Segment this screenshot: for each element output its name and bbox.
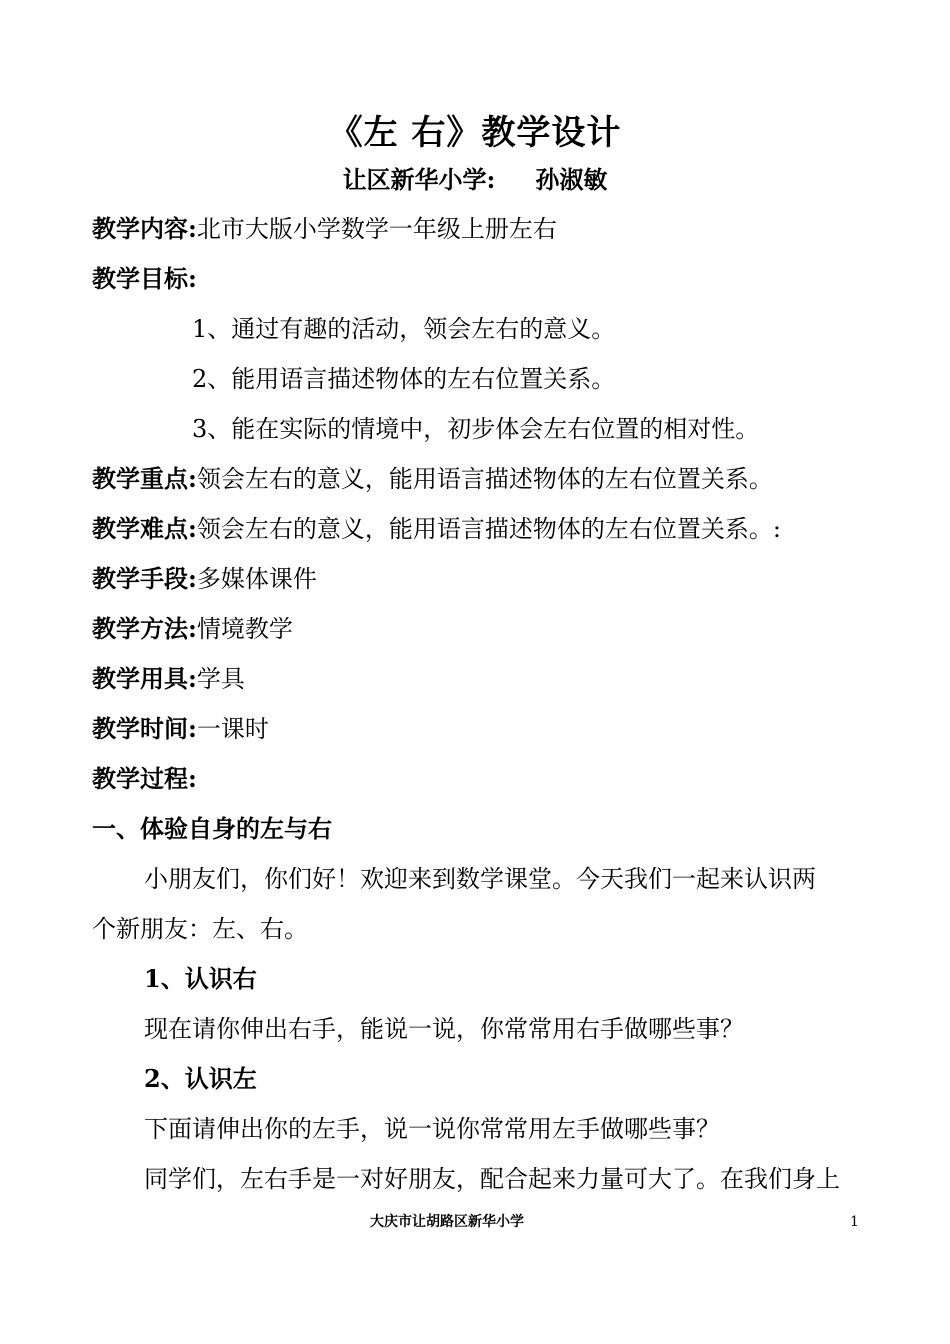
field-method-label: 教学方法: bbox=[92, 614, 197, 643]
field-key-point bbox=[92, 464, 773, 494]
author-line bbox=[0, 165, 950, 195]
field-goals-label: 教学目标: bbox=[92, 264, 197, 293]
subsection-heading-right: 1、认识右 bbox=[144, 964, 257, 993]
field-tools-value: 学具 bbox=[196, 665, 245, 693]
field-means-value: 多媒体课件 bbox=[196, 565, 317, 593]
section-heading: 一、体验自身的左与右 bbox=[92, 814, 332, 843]
field-tools-label: 教学用具: bbox=[92, 664, 197, 693]
page-footer bbox=[0, 1212, 950, 1232]
paragraph-intro-line-2: 个新朋友：左、右。 bbox=[92, 915, 308, 943]
document-title: 《左 右》教学设计 bbox=[328, 113, 622, 153]
field-difficulty-value: 领会左右的意义，能用语言描述物体的左右位置关系。: bbox=[196, 515, 781, 543]
goal-item-3: 3、能在实际的情境中，初步体会左右位置的相对性。 bbox=[192, 415, 760, 443]
field-content bbox=[92, 214, 557, 244]
field-method bbox=[92, 614, 293, 644]
field-content-value: 北市大版小学数学一年级上册左右 bbox=[196, 215, 557, 243]
field-time-value: 一课时 bbox=[196, 715, 269, 743]
field-key-point-label: 教学重点: bbox=[92, 464, 197, 493]
paragraph-hands-together: 同学们，左右手是一对好朋友，配合起来力量可大了。在我们身上 bbox=[144, 1165, 840, 1193]
field-time-label: 教学时间: bbox=[92, 714, 197, 743]
field-content-label: 教学内容: bbox=[92, 214, 197, 243]
field-means-label: 教学手段: bbox=[92, 564, 197, 593]
field-means bbox=[92, 564, 317, 594]
field-time bbox=[92, 714, 269, 744]
field-tools bbox=[92, 664, 245, 694]
goal-item-1: 1、通过有趣的活动，领会左右的意义。 bbox=[192, 315, 616, 343]
footer-school: 大庆市让胡路区新华小学 bbox=[370, 1214, 524, 1230]
paragraph-left-hand: 下面请伸出你的左手，说一说你常常用左手做哪些事？ bbox=[144, 1115, 720, 1143]
page-number: 1 bbox=[850, 1214, 859, 1230]
author-name: 孙淑敏 bbox=[535, 165, 608, 194]
field-key-point-value: 领会左右的意义，能用语言描述物体的左右位置关系。 bbox=[196, 465, 773, 493]
field-method-value: 情境教学 bbox=[196, 615, 293, 643]
field-difficulty bbox=[92, 514, 781, 544]
field-difficulty-label: 教学难点: bbox=[92, 514, 197, 543]
field-process-label: 教学过程: bbox=[92, 764, 197, 793]
goal-item-2: 2、能用语言描述物体的左右位置关系。 bbox=[192, 365, 616, 393]
author-school: 让区新华小学: bbox=[342, 165, 496, 194]
paragraph-intro-line-1: 小朋友们，你们好！欢迎来到数学课堂。今天我们一起来认识两 bbox=[144, 865, 816, 893]
subsection-heading-left: 2、认识左 bbox=[144, 1064, 257, 1093]
paragraph-right-hand: 现在请你伸出右手，能说一说，你常常用右手做哪些事？ bbox=[144, 1015, 744, 1043]
